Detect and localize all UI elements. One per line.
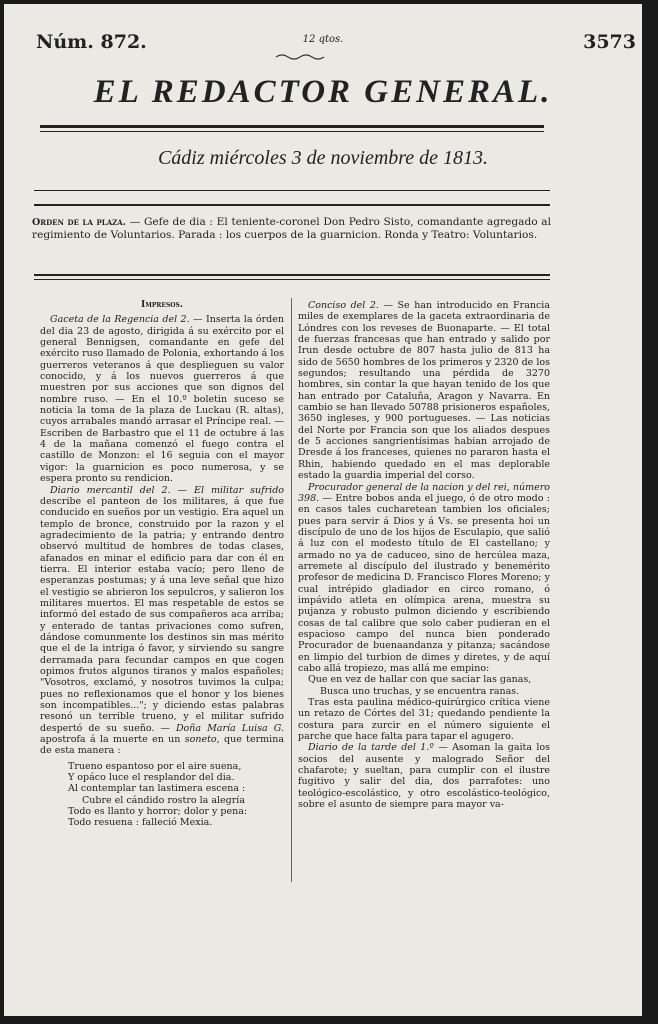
maria-text: apostrofa á la muerte en un [40, 734, 185, 746]
diario-text: describe el panteon de los militares, á que fue conducido en sueños por un vestigio. Era aquel un templo de bronce, construido por la razon y el agradecimiento de la patria; y entrando dentro observó multitud de hombres de todas clases, afanados en minar el edificio para dar con él en tierra. El interior estaba vacío; pero lleno de esperanzas postumas; y á una leve señal que hizo el vestigio se abrieron los sepulcros, y salieron los militares muertos. El mas respetable de estos se informó del estado de sus compañeros aca arriba; y enterado de tantas privaciones como sufren, dándose comunmente los destinos sin mas mérito que el de la intriga ó favor, y sirviendo su sangre derramada para fecundar campos en que cogen opimos frutos algunos tiranos y malos españoles; "Vosotros, exclamó, y nosotros tuvimos la culpa; pues no reflexionamos que el honor y los bienes son incompatibles..."; y diciendo estas palabras resonó un terrible trueno, y el militar sufrido despertó de su sueño. — [40, 495, 284, 734]
price-ornament [274, 53, 326, 61]
trasesta-paragraph: Tras esta paulina médico-quirúrgico crítica viene un retazo de Córtes del 31; quedando pendiente la costura para zurcir en el número siguiente el parche que hace falta para tapar el agugero. [298, 697, 550, 743]
issue-price: 12 qtos. [302, 34, 344, 45]
procurador-verse-2: Busca uno truchas, y se encuentra ranas. [320, 685, 520, 697]
section-rule [34, 274, 550, 276]
bleed-through-mark [282, 909, 362, 935]
impresos-heading: Impresos. [141, 300, 183, 310]
conciso-title: Conciso del 2. [308, 300, 379, 311]
section-rule-thin [34, 279, 550, 280]
dateline-rule [34, 190, 550, 191]
procurador-text: — Entre bobos anda el juego, ó de otro modo : en casos tales cucharetean tambien los oficiales; pues para servir á Dios y á Vs. se presenta hoi un discípulo de uno de los hijos de Esculapio, que salió á luz con el modesto título de El castellano; y armado no ya de caduceo, sino de hercúlea maza, arremete al discípulo del ilustrado y benemérito profesor de medicina D. Francisco Flores Moreno; y cual intrépido gladiador en circo romano, ó impávido atleta en olímpica arena, muestra su pujanza y robusto pulmon diciendo y escribiendo cosas de tal calibre que solo caber pudieran en el espacioso campo del nunca bien ponderado Procurador de buenaandanza y pitanza; sacándose en limpio del turbion de dimes y diretes, y de aquí cabo allá tropiezo, mas allá me empino: [298, 492, 550, 674]
dateline: Cádiz miércoles 3 de noviembre de 1813. [157, 147, 489, 169]
dateline-rule-lower [34, 204, 550, 206]
maria-end: , que termina de esta manera : [40, 734, 284, 757]
verse-line: Y opáco luce el resplandor del dia. [68, 772, 235, 784]
conciso-article [298, 300, 550, 482]
gaceta-text: — Inserta la órden del dia 23 de agosto, dirigida á su exército por el general Bennigsen, comandante en gefe del exército ruso llamado de Polonia, exhortando á los guerreros veteranos á que desplieguen su valor conocido, y á los nuevos guerreros á que muestren por sus acciones que son dignos del nombre ruso. — En el 10.º boletin suceso se noticia la toma de la plaza de Luckau (R. altas), cuyos arrabales mandó arrasar el Príncipe real. — Escriben de Barbastro que el 11 de octubre á las 4 de la mañana comenzó el fuego contra el castillo de Monzon: el 16 seguia con el mayor vigor: la guarnicion es poco numerosa, y se espera pronto su rendicion. [40, 314, 284, 485]
verse-line: Cubre el cándido rostro la alegría [82, 794, 245, 806]
masthead-title: EL REDACTOR GENERAL. [93, 74, 553, 110]
orden-label: Orden de la plaza. [32, 217, 126, 228]
diario-tarde-text: — Asoman la gaita los socios del ausente y malogrado Señor del chafarote; y sueltan, para cumplir con el ilustre fugitivo y salir del dia, dos parrafotes: uno teológico-escolástico, y otro escolástico-teológico, sobre el asunto de siempre para mayor va- [298, 742, 550, 811]
procurador-title: Procurador general de la nacion y del rei, número 398. [298, 481, 550, 504]
maria-name: Doña María Luisa G. [175, 722, 285, 734]
soneto-word: soneto [184, 734, 217, 746]
verse-line: Trueno espantoso por el aire suena, [68, 760, 242, 772]
procurador-verse-1: Que en vez de hallar con que saciar las ganas, [308, 674, 532, 686]
diario-tarde-title: Diario de la tarde del 1.º [308, 742, 434, 754]
left-column [40, 300, 284, 829]
diario-tarde-article [298, 742, 550, 810]
masthead-rule [40, 125, 544, 128]
column-divider [291, 298, 292, 882]
verse-line: Al contemplar tan lastimera escena : [68, 783, 246, 795]
issue-number: Núm. 872. [36, 31, 147, 53]
newspaper-page [4, 4, 642, 1016]
sonnet-verses [68, 761, 284, 829]
orden-de-la-plaza [32, 216, 551, 242]
right-column [298, 300, 550, 810]
page-number: 3573 [583, 31, 636, 53]
conciso-text: — Se han introducido en Francia miles de exemplares de la gaceta extraordinaria de Lóndres con los reveses de Buonaparte. — El total de fuerzas francesas que han entrado y salido por Irun desde octubre de 807 hasta julio de 813 ha sido de 5650 hombres de los primeros y 2320 de los segundos; resultando una pérdida de 3270 hombres, sin contar la que hayan tenido de los que han entrado por Cataluña, Aragon y Navarra. En cambio se han llevado 50788 prisioneros españoles, 3650 ingleses, y 900 portugueses. — Las noticias del Norte por Francia son que los aliados despues de 5 acciones sangrientísimas habian arrojado de Dresde á los franceses, quienes no pararon hasta el Rhin, habiendo quedado en el mas deplorable estado la guardia imperial del corso. [298, 300, 550, 482]
masthead-rule-thin [40, 131, 544, 132]
diario-title: Diario mercantil del 2. [50, 484, 171, 496]
diario-subtitle: — El militar sufrido [170, 484, 284, 496]
verse-line: Todo resuena : falleció Mexia. [68, 817, 213, 829]
gaceta-article [40, 314, 284, 484]
orden-text: — Gefe de dia : El teniente-coronel Don Pedro Sisto, comandante agregado al regimiento de Voluntarios. Parada : los cuerpos de la guarnicion. Ronda y Teatro: Voluntarios. [32, 216, 551, 241]
gaceta-title: Gaceta de la Regencia del 2. [50, 314, 190, 326]
diario-article [40, 485, 284, 757]
verse-line: Todo es llanto y horror; dolor y pena: [68, 806, 248, 818]
procurador-article [298, 482, 550, 675]
